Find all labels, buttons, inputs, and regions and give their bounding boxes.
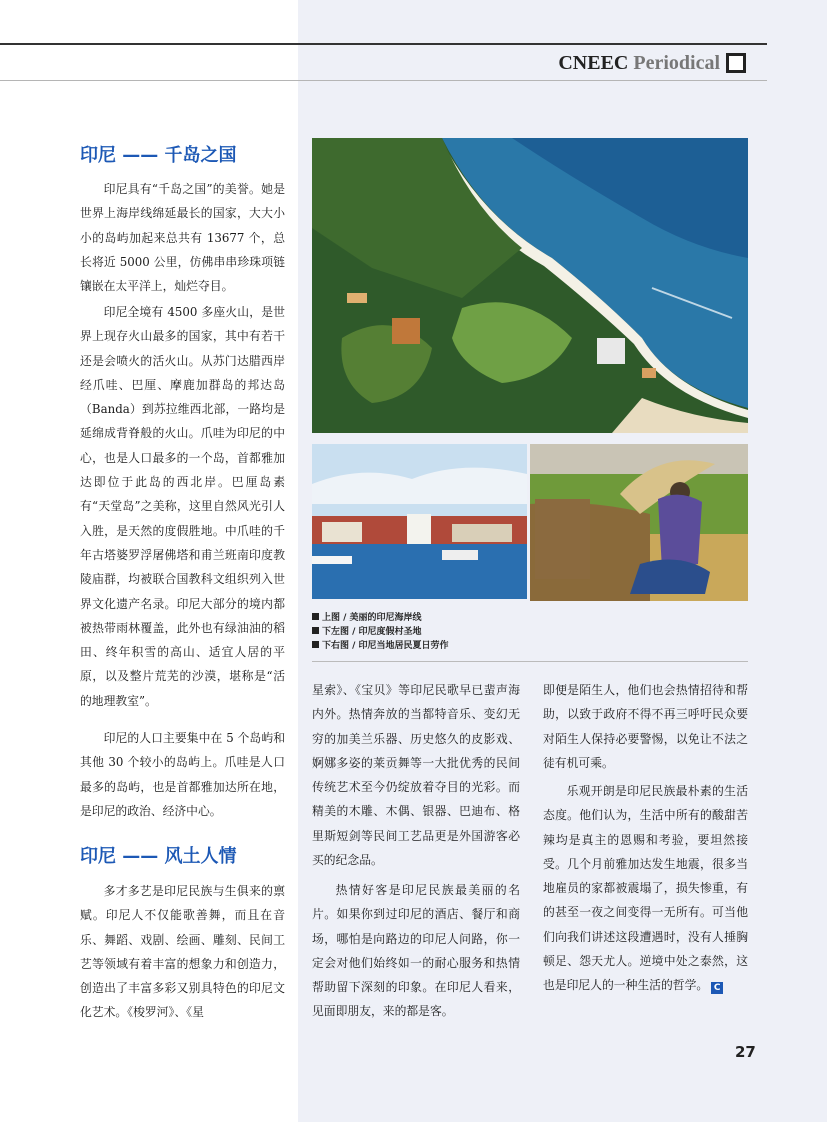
caption-square-icon bbox=[312, 641, 319, 648]
periodical-brand bbox=[520, 52, 720, 74]
brand-bold: CNEEC bbox=[558, 52, 629, 74]
paragraph: 即便是陌生人，他们也会热情招待和帮助，以致于政府不得不再三呼吁民众要对陌生人保持必要警惕，以免让不法之徒有机可乘。 bbox=[543, 683, 748, 770]
caption-text: 上图 / 美丽的印尼海岸线 bbox=[322, 613, 422, 623]
section-heading-customs: 印尼 —— 风土人情 bbox=[80, 846, 237, 867]
page-number: 27 bbox=[735, 1043, 756, 1061]
aerial-coastline-photo bbox=[312, 138, 748, 433]
caption-top bbox=[312, 612, 422, 626]
caption-text: 下左图 / 印尼度假村圣地 bbox=[322, 627, 422, 637]
caption-divider bbox=[312, 661, 748, 662]
harbor-village-photo bbox=[312, 444, 527, 599]
paragraph: 印尼具有“千岛之国”的美誉。她是世界上海岸线绵延最长的国家，大大小小的岛屿加起来总共有 13677 个，总长将近 5000 公里，仿佛串串珍珠项链镶嵌在太平洋上，灿烂夺目。 bbox=[80, 182, 285, 294]
paragraph: 热情好客是印尼民族最美丽的名片。如果你到过印尼的酒店、餐厅和商场，哪怕是向路边的印尼人问路，你一定会对他们始终如一的耐心服务和热情帮助留下深刻的印象。在印尼人看来，见面即朋友，来的都是客。 bbox=[312, 883, 520, 1019]
end-mark-icon: C bbox=[711, 982, 723, 994]
paragraph bbox=[543, 779, 748, 998]
caption-bottom-right bbox=[312, 640, 449, 654]
section-heading-islands: 印尼 —— 千岛之国 bbox=[80, 145, 237, 166]
rice-harvest-worker-photo bbox=[530, 444, 748, 601]
brand-square-icon bbox=[726, 53, 746, 73]
paragraph: 星索》、《宝贝》等印尼民歌早已蜚声海内外。热情奔放的当都特音乐、变幻无穷的加美兰乐器、历史悠久的皮影戏、婀娜多姿的莱贡舞等一大批优秀的民间传统艺术至今仍绽放着夺目的光彩。而精美的木雕、木偶、银器、巴迪布、格里斯短剑等民间工艺品更是外国游客必买的纪念品。 bbox=[312, 683, 520, 868]
paragraph-text: 乐观开朗是印尼民族最朴素的生活态度。他们认为，生活中所有的酸甜苦辣均是真主的恩赐和考验，要坦然接受。几个月前雅加达发生地震，很多当地雇员的家都被震塌了，损失惨重，有的甚至一夜之间变得一无所有。可当他们向我们讲述这段遭遇时，没有人捶胸顿足、怨天尤人。逆境中处之泰然，这也是印尼人的一种生活的哲学。 bbox=[543, 784, 748, 993]
caption-text: 下右图 / 印尼当地居民夏日劳作 bbox=[322, 641, 449, 651]
caption-square-icon bbox=[312, 627, 319, 634]
header-rule-thin bbox=[0, 80, 767, 81]
brand-light: Periodical bbox=[633, 52, 720, 74]
caption-bottom-left bbox=[312, 626, 422, 640]
paragraph: 印尼全境有 4500 多座火山，是世界上现存火山最多的国家，其中有若干还是会喷火的活火山。从苏门达腊西岸经爪哇、巴厘、摩鹿加群岛的邦达岛（Banda）到苏拉维西北部，一路均是延绵成背脊般的火山。爪哇为印尼的中心，也是人口最多的一个岛，首都雅加达即位于此岛的西北岸。巴厘岛素有“天堂岛”之美称，这里自然风光引人入胜，是天然的度假胜地。中爪哇的千年古塔婆罗浮屠佛塔和甫兰班南印度教陵庙群，均被联合国教科文组织列入世界文化遗产名录。印尼大部分的境内都被热带雨林覆盖，此外也有绿油油的稻田、终年积雪的高山、适宜人居的平原，以及整片荒芜的沙漠，堪称是“活的地理教室”。 bbox=[80, 305, 285, 708]
paragraph: 多才多艺是印尼民族与生俱来的禀赋。印尼人不仅能歌善舞，而且在音乐、舞蹈、戏剧、绘画、雕刻、民间工艺等领域有着丰富的想象力和创造力，创造出了丰富多彩又别具特色的印尼文化艺术。《梭罗河》、《星 bbox=[80, 884, 285, 1020]
paragraph: 印尼的人口主要集中在 5 个岛屿和其他 30 个较小的岛屿上。爪哇是人口最多的岛屿，也是首都雅加达所在地，是印尼的政治、经济中心。 bbox=[80, 731, 285, 818]
caption-square-icon bbox=[312, 613, 319, 620]
header-rule bbox=[0, 43, 767, 45]
